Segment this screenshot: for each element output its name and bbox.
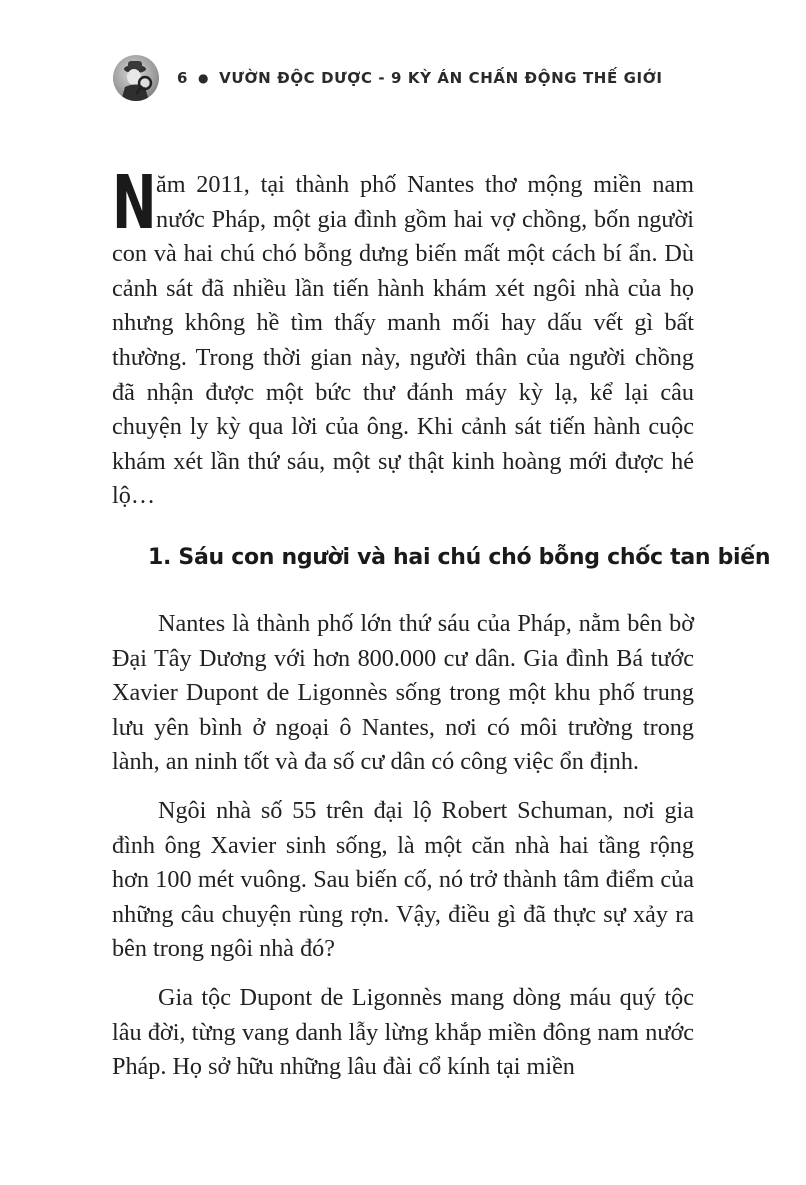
page-number: 6	[177, 69, 189, 87]
running-head-text	[177, 69, 663, 87]
section-body	[112, 607, 694, 1099]
body-paragraph: Gia tộc Dupont de Ligonnès mang dòng máu quý tộc lâu đời, từng vang danh lẫy lừng khắp miền đông nam nước Pháp. Họ sở hữu những lâu đài cổ kính tại miền	[112, 983, 694, 1081]
intro-paragraph	[112, 160, 694, 514]
body-paragraph: Nantes là thành phố lớn thứ sáu của Pháp, nằm bên bờ Đại Tây Dương với hơn 800.000 cư dân. Gia đình Bá tước Xavier Dupont de Ligonnès sống trong một khu phố trung lưu yên bình ở ngoại ô Nantes, nơi có môi trường trong lành, an ninh tốt và đa số cư dân có công việc ổn định.	[112, 610, 694, 776]
body-paragraph: Ngôi nhà số 55 trên đại lộ Robert Schuman, nơi gia đình ông Xavier sinh sống, là một căn nhà hai tầng rộng hơn 100 mét vuông. Sau biến cố, nó trở thành tâm điểm của những câu chuyện rùng rợn. Vậy, điều gì đã thực sự xảy ra bên trong ngôi nhà đó?	[112, 796, 694, 963]
separator-dot: ●	[198, 71, 210, 85]
section-heading: 1. Sáu con người và hai chú chó bỗng chốc tan biến	[148, 545, 771, 570]
drop-cap: N	[112, 160, 157, 246]
intro-text: ăm 2011, tại thành phố Nantes thơ mộng miền nam nước Pháp, một gia đình gồm hai vợ chồng, bốn người con và hai chú chó bỗng dưng biến mất một cách bí ẩn. Dù cảnh sát đã nhiều lần tiến hành khám xét ngôi nhà của họ nhưng không hề tìm thấy manh mối hay dấu vết gì bất thường. Trong thời gian này, người thân của người chồng đã nhận được một bức thư đánh máy kỳ lạ, kể lại câu chuyện ly kỳ qua lời của ông. Khi cảnh sát tiến hành cuộc khám xét lần thứ sáu, một sự thật kinh hoàng mới được hé lộ…	[112, 171, 694, 510]
book-title: VƯỜN ĐỘC DƯỢC - 9 KỲ ÁN CHẤN ĐỘNG THẾ GIỚI	[219, 69, 663, 87]
running-header	[113, 54, 663, 102]
detective-logo-icon	[113, 55, 159, 101]
